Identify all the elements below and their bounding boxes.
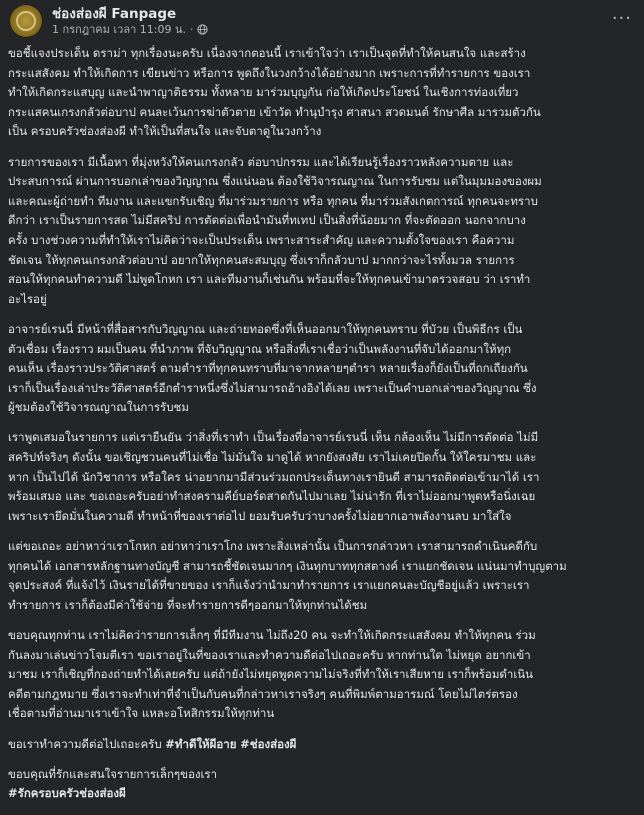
post-paragraph (8, 626, 636, 724)
post-subline (52, 23, 208, 37)
post-paragraph (8, 153, 636, 310)
post-text-line: ประสบการณ์ ผ่านการบอกเล่าของวิญญาณ ซึ่งแน่นอน ต้องใช้วิจารณญาณ ในการรับชม แต่ในมุมมองของผม (8, 174, 542, 189)
post-meta (52, 6, 208, 37)
post-text-line: คดีตามกฎหมาย ซึ่งเราจะทำเท่าที่จำเป็นกับคนที่กล่าวหาเราจริงๆ คนที่พิมพ์ตามอารมณ์ โดยไม่ไตร่ตรอง (8, 686, 518, 701)
page-avatar[interactable] (9, 4, 43, 38)
post-text-line: ขอบคุณที่รักและสนใจรายการเล็กๆของเรา (8, 766, 218, 781)
post-text-line: เราก็เป็นเรื่องเล่าประวัติศาสตร์อีกตำราหนึ่งซึ่งไม่สามารถอ้างอิงได้เลย เพราะเป็นคำบอกเล่าของวิญญาณ ซึ่ง (8, 380, 537, 395)
post-body (8, 44, 636, 815)
post-text-line: ทำรายการ เราก็ต้องมีค่าใช้จ่าย ที่จะทำรายการดีๆออกมาให้ทุกท่านได้ชม (8, 597, 368, 612)
post-paragraph (8, 537, 636, 615)
post-text-line: เพราะเรายึดมั่นในความดี ทำหน้าที่ของเราต่อไป ยอมรับครับว่าบางครั้งไม่อยากเอาพลังงานลบ มาใส่ใจ (8, 508, 512, 523)
post-text-line: ผู้ชมต้องใช้วิจารณญาณในการรับชม (8, 400, 189, 415)
globe-icon (197, 24, 208, 35)
post-text-line: กันลงมาเล่นข่าวโจมตีเรา ขอเราอยู่ในที่ของเราและทำความดีต่อไปเถอะครับ หากท่านใด ไม่หยุด อยากเข้า (8, 647, 531, 662)
post-text-line (8, 735, 636, 755)
post-header (9, 4, 208, 38)
post-text-line: แต่ขอเถอะ อย่าหาว่าเราโกหก อย่าหาว่าเราโกง เพราะสิ่งเหล่านั้น เป็นการกล่าวหา เราสามารถดำเนินคดีกับ (8, 539, 538, 554)
more-options-icon[interactable]: ··· (611, 8, 632, 29)
post-text-line: อาจารย์เรนนี่ มีหน้าที่สื่อสารกับวิญญาณ และถ่ายทอดซึ่งที่เห็นออกมาให้ทุกคนทราบ ที่บัวย เป็นพิธีกร เป็น (8, 321, 523, 336)
post-text-line: และคณะผู้ถ่ายทำ ทีมงาน และแขกรับเชิญ ที่มาร่วมรายการ หรือ ทุกคน ที่มาร่วมสังเกตการณ์ ทุกคนจะทราบ (8, 193, 538, 208)
post-text-line: รายการของเรา มีเนื้อหา ที่มุ่งหวังให้คนเกรงกลัว ต่อบาปกรรม และได้เรียนรู้เรื่องราวหลังความตาย และ (8, 154, 514, 169)
post-text-line: ตัวเชื่อม เรื่องราว ผมเป็นคน ที่นำภาพ ที่จับวิญญาณ หรือสิ่งที่เราเชื่อว่าเป็นพลังงานที่จับได้ออกมาให้ทุก (8, 341, 512, 356)
post-text-line: กระแสคนเกรงกลัวต่อบาป คนละเว้นการฆ่าตัวตาย เข้าวัด ทำนุบำรุง ศาสนา สวดมนต์ รักษาศีล มารวมตัวกัน (8, 104, 541, 119)
hashtag-link[interactable]: #รักครอบครัวช่องส่องผี (8, 786, 126, 801)
post-text-line: เป็น ครอบครัวช่องส่องผี ทำให้เป็นที่สนใจ และจับตาดูในวงกว้าง (8, 124, 322, 139)
post-text-line: สอนให้ทุกคนทำความดี ไม่พูดโกหก เรา และทีมงานก็เช่นกัน พร้อมที่จะให้ทุกคนเข้ามาตรวจสอบ ว่า เราทำ (8, 272, 531, 287)
post-text-line: ครั้ง บางช่วงความที่ทำให้เราไม่คิดว่าจะเป็นประเด็น เพราะสาระสำคัญ และความตั้งใจของเรา คือความ (8, 232, 515, 247)
post-paragraph (8, 44, 636, 142)
post-text-line: จุดประสงค์ ที่แจ้งไว้ เงินรายได้ที่ขายของ เราก็แจ้งว่านำมาทำรายการ เราแยกคนละบัญชีอยู่แล้ว เพราะเรา (8, 578, 530, 593)
dot-separator: · (189, 22, 194, 36)
post-text-line: ชัดเจน ให้ทุกคนเกรงกลัวต่อบาป อยากให้ทุกคนสะสมบุญ ซึ่งเราก็กลัวบาป มากกว่าจะไรทั้งมวล รายการ (8, 252, 515, 267)
post-text-line: อะไรอยู่ (8, 291, 47, 306)
post-text-line: พร้อมเสมอ และ ขอเถอะครับอย่าทำสงครามคีย์บอร์ดสาดกันไปมาเลย ไม่น่ารัก ที่เราไม่ออกมาพูดหรือนิ่งเฉย (8, 489, 536, 504)
post-text-line: เราพูดเสมอในรายการ แต่เรายืนยัน ว่าสิ่งที่เราทำ เป็นเรื่องที่อาจารย์เรนนี่ เห็น กล้องเห็น ไม่มีการตัดต่อ ไม่มี (8, 430, 539, 445)
post-text-line: เชื่อตามที่อ่านมาเราเข้าใจ แหละอโหสิกรรมให้ทุกท่าน (8, 706, 275, 721)
hashtag-link[interactable]: #ทำดีให้ผีอาย (165, 736, 237, 751)
post-paragraph (8, 428, 636, 526)
post-text-line: ทำให้เกิดกระแสบุญ และนำพาญาติธรรม ทั้งหลาย มาร่วมบุญกัน ก่อให้เกิดประโยชน์ ในเชิงการท่องเที่ยว (8, 85, 519, 100)
post-text-line: กระแสสังคม ทำให้เกิดการ เขียนข่าว หรือการ พูดถึงในวงกว้างได้อย่างมาก เพราะการที่ทำรายการ ของเรา (8, 65, 531, 80)
post-timestamp[interactable]: 1 กรกฎาคม เวลา 11:09 น. (52, 22, 186, 36)
post-paragraph (8, 735, 636, 755)
post-text-line: มาชม เราก็เชิญที่กองถ่ายทำได้เลยครับ แต่ถ้ายังไม่หยุดพูดความไม่จริงที่ทำให้เราเสียหาย เราก็พร้อมดำเนิน (8, 667, 533, 682)
post-text-line: ขอชี้แจงประเด็น ดราม่า ทุกเรื่องนะครับ เนื่องจากตอนนี้ เราเข้าใจว่า เราเป็นจุดที่ทำให้คนสนใจ และสร้าง (8, 46, 526, 60)
post-text-line: สคริปท์จริงๆ ดังนั้น ขอเชิญชวนคนที่ไม่เชื่อ ไม่มั่นใจ มาดูได้ หากยังสงสัย เราไม่เคยปิดกั้น ให้ใครมาชม และ (8, 450, 537, 465)
post-paragraph (8, 765, 636, 804)
post-paragraph (8, 320, 636, 418)
avatar-emblem (16, 11, 36, 31)
post-text-line (8, 784, 636, 804)
post-text-line: คนเห็น เรื่องราวประวัติศาสตร์ ตามตำราที่ทุกคนทราบที่มาจากหลายๆตำรา หลายเรื่องก็ยังเป็นที่ถกเถียงกัน (8, 361, 528, 376)
text-segment: ขอเราทำความดีต่อไปเถอะครับ (8, 736, 166, 751)
post-text-line: หาก เป็นไปได้ นักวิชาการ หรือใคร น่าอยากมามีส่วนร่วมถกประเด็นทางเรายินดี สามารถติดต่อเข้ามาได้ เรา (8, 469, 540, 484)
post-text-line: ขอบคุณทุกท่าน เราไม่คิดว่ารายการเล็กๆ ที่มีทีมงาน ไม่ถึง20 คน จะทำให้เกิดกระแสสังคม ทำให้ทุกคน ร่วม (8, 628, 536, 642)
post-text-line: ทุกคนได้ เอกสารหลักฐานทางบัญชี สามารถชี้ชัดเจนมากๆ เงินทุกบาททุกสตางค์ เราแยกชัดเจน แน่นมาทำบุญตาม (8, 558, 567, 573)
hashtag-link[interactable]: #ช่องส่องผี (240, 736, 297, 751)
page-name-link[interactable]: ช่องส่องผี Fanpage (52, 5, 177, 22)
post-text-line: ดีกว่า เราเป็นรายการสด ไม่มีสคริป การตัดต่อเพื่อนำมันที่ทเทป เป็นสิ่งที่น้อยมาก ที่จะตัดออก นอกจากบาง (8, 213, 526, 228)
